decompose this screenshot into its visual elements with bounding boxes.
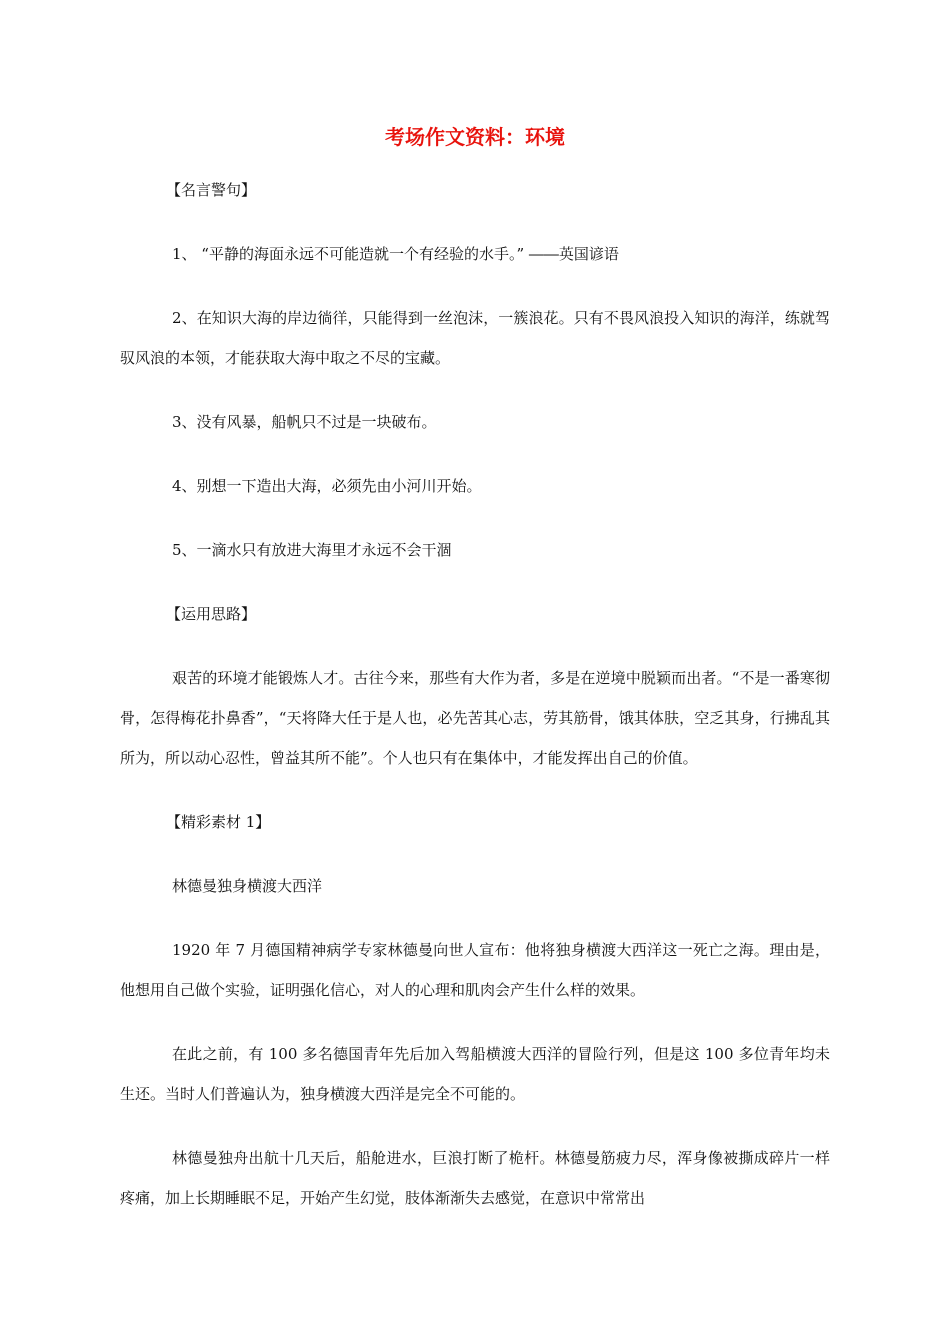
material-heading: 【精彩素材 1】 — [166, 813, 271, 831]
material-paragraph: 1920 年 7 月德国精神病学专家林德曼向世人宣布：他将独身横渡大西洋这一死亡之海。理由是，他想用自己做个实验，证明强化信心，对人的心理和肌肉会产生什么样的效果。 — [120, 941, 830, 999]
quote-item: 4、别想一下造出大海，必须先由小河川开始。 — [172, 477, 482, 495]
quote-item: 5、一滴水只有放进大海里才永远不会干涸 — [172, 541, 452, 559]
quote-item: 2、在知识大海的岸边徜徉，只能得到一丝泡沫，一簇浪花。只有不畏风浪投入知识的海洋，练就驾驭风浪的本领，才能获取大海中取之不尽的宝藏。 — [120, 309, 830, 367]
document-title: 考场作文资料：环境 — [385, 125, 565, 149]
material-subtitle: 林德曼独身横渡大西洋 — [172, 877, 323, 895]
quote-item: 1、 “平静的海面永远不可能造就一个有经验的水手。” ――英国谚语 — [172, 245, 619, 263]
quote-item: 3、没有风暴，船帆只不过是一块破布。 — [172, 413, 437, 431]
quotes-heading: 【名言警句】 — [166, 181, 257, 199]
usage-paragraph: 艰苦的环境才能锻炼人才。古往今来，那些有大作为者，多是在逆境中脱颖而出者。“不是一番寒彻骨，怎得梅花扑鼻香”，“天将降大任于是人也，必先苦其心志，劳其筋骨，饿其体肤，空乏其身，行拂乱其所为，所以动心忍性，曾益其所不能”。个人也只有在集体中，才能发挥出自己的价值。 — [120, 669, 830, 767]
document-body — [120, 170, 830, 1218]
usage-heading: 【运用思路】 — [166, 605, 257, 623]
material-paragraph: 林德曼独舟出航十几天后，船舱进水，巨浪打断了桅杆。林德曼筋疲力尽，浑身像被撕成碎片一样疼痛，加上长期睡眠不足，开始产生幻觉，肢体渐渐失去感觉，在意识中常常出 — [120, 1149, 830, 1207]
material-paragraph: 在此之前，有 100 多名德国青年先后加入驾船横渡大西洋的冒险行列，但是这 100 多位青年均未生还。当时人们普遍认为，独身横渡大西洋是完全不可能的。 — [120, 1045, 830, 1103]
